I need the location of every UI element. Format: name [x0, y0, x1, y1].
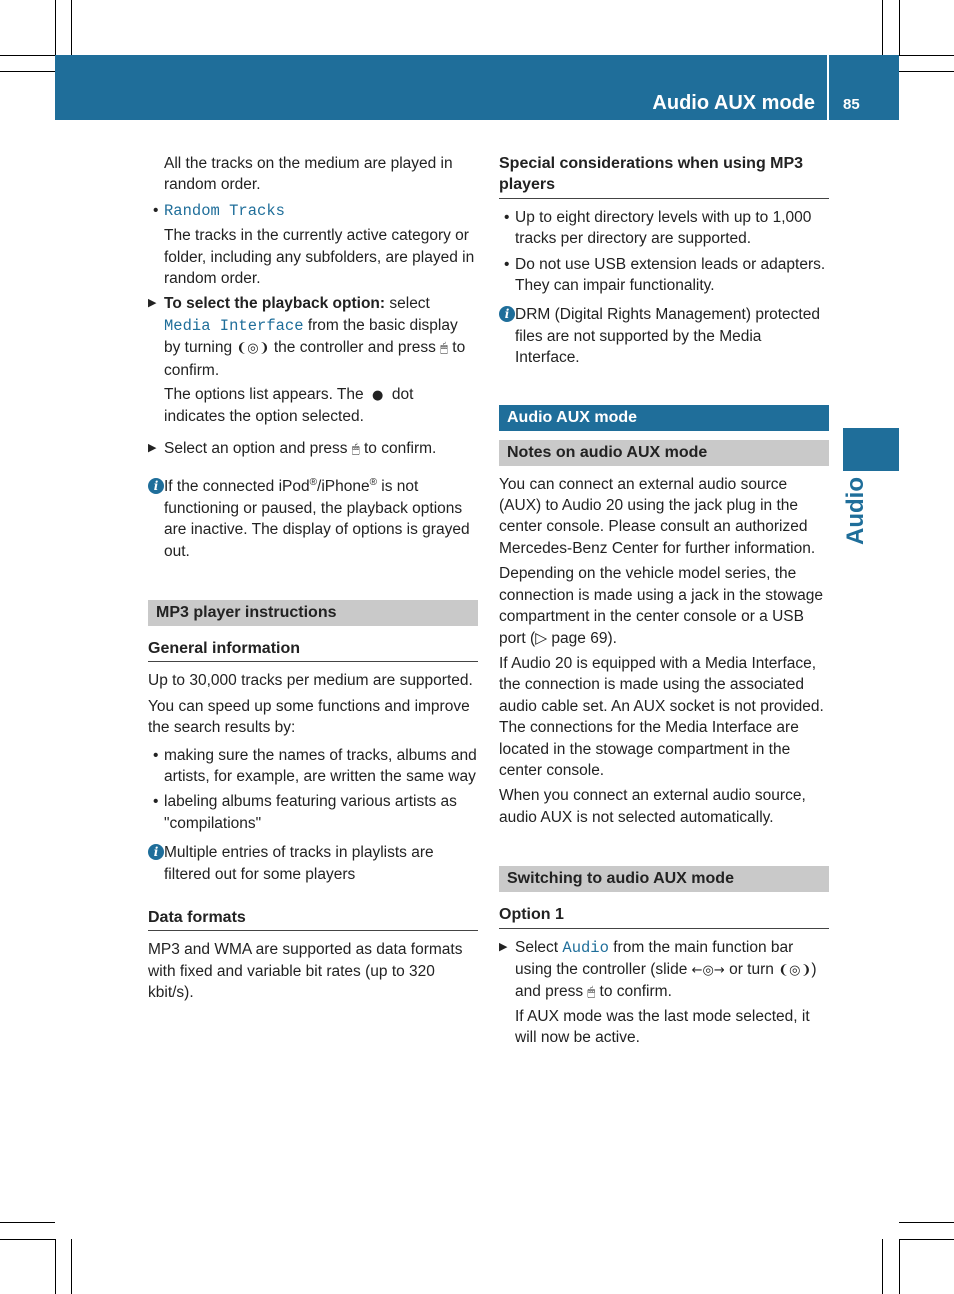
controller-press-icon: 🖱: [351, 441, 360, 457]
section-header: Audio AUX mode: [499, 405, 829, 431]
subsection-heading: Option 1: [499, 904, 829, 928]
instruction-step: ▶ Select Audio from the main function bar using the controller (slide ←◎→ or turn ❨◎❩) and press 🖱 to confirm.: [499, 938, 817, 1001]
crop-mark: [71, 0, 72, 55]
controller-turn-icon: ❨◎❩: [236, 341, 270, 357]
page-title: Audio AUX mode: [652, 92, 815, 114]
side-tab-label: Audio: [842, 477, 869, 545]
crop-mark: [882, 0, 883, 55]
info-note: i Multiple entries of tracks in playlists are filtered out for some players: [148, 842, 478, 885]
subsection-heading: General information: [148, 638, 478, 662]
side-tab-marker: [843, 428, 899, 471]
step-result: If AUX mode was the last mode selected, it will now be active.: [515, 1007, 810, 1047]
list-item: • Random Tracks: [153, 201, 285, 220]
crop-mark: [899, 1222, 954, 1223]
info-note: i If the connected iPod®/iPhone® is not functioning or paused, the playback options are inactive. The display of options is grayed out.: [148, 476, 478, 562]
crop-mark: [0, 1222, 55, 1223]
right-column: [499, 153, 829, 1049]
crop-mark: [899, 55, 954, 56]
controller-turn-icon: ❨◎❩: [778, 962, 812, 978]
audio-option: Audio: [562, 938, 609, 957]
subsection-heading: Data formats: [148, 907, 478, 931]
paragraph: Up to 30,000 tracks per medium are supported.: [148, 672, 473, 690]
crop-mark: [55, 1239, 56, 1294]
paragraph: You can connect an external audio source (AUX) to Audio 20 using the jack plug in the center console. Please consult an authorized Mercedes-Benz Center for further information.: [499, 475, 816, 557]
step-result: The options list appears. The ● dot indicates the option selected.: [164, 386, 414, 426]
page-header: [55, 55, 899, 120]
crop-mark: [55, 0, 56, 55]
paragraph: Depending on the vehicle model series, the connection is made using a jack in the stowage compartment in the center console or a USB port (▷ page 69).: [499, 565, 823, 647]
instruction-step: ▶ To select the playback option: select Media Interface from the basic display by turning ❨◎❩ the controller and press 🖱 to confirm.: [148, 295, 466, 379]
section-header: MP3 player instructions: [148, 600, 478, 626]
info-note: i DRM (Digital Rights Management) protected files are not supported by the Media Interface.: [499, 304, 829, 368]
triangle-bullet-icon: ▶: [499, 940, 508, 953]
random-tracks-text: The tracks in the currently active category or folder, including any subfolders, are played in random order.: [164, 227, 475, 288]
crop-mark: [899, 1239, 954, 1240]
crop-mark: [882, 1239, 883, 1294]
intro-text: All the tracks on the medium are played in random order.: [164, 155, 453, 194]
crop-mark: [0, 55, 55, 56]
triangle-bullet-icon: ▶: [148, 441, 157, 454]
paragraph: When you connect an external audio source, audio AUX is not selected automatically.: [499, 787, 806, 826]
subsection-heading: Special considerations when using MP3 players: [499, 153, 829, 199]
section-header: Notes on audio AUX mode: [499, 440, 829, 466]
list-item: • Do not use USB extension leads or adapters. They can impair functionality.: [504, 255, 826, 295]
paragraph: MP3 and WMA are supported as data formats with fixed and variable bit rates (up to 320 kbit/s).: [148, 941, 463, 1002]
media-interface-option: Media Interface: [164, 316, 304, 335]
paragraph: You can speed up some functions and improve the search results by:: [148, 697, 470, 737]
list-item: • Up to eight directory levels with up to 1,000 tracks per directory are supported.: [504, 208, 812, 248]
section-header: Switching to audio AUX mode: [499, 866, 829, 892]
page-reference-link[interactable]: ▷ page 69: [535, 629, 608, 647]
header-divider: [827, 55, 829, 120]
info-icon: i: [499, 306, 515, 322]
crop-mark: [71, 1239, 72, 1294]
paragraph: If Audio 20 is equipped with a Media Interface, the connection is made using the associated audio cable set. An AUX socket is not provided. The connections for the Media Interface are located in the stowage compartment in the center console.: [499, 654, 824, 779]
list-item: • making sure the names of tracks, albums and artists, for example, are written the same way: [153, 746, 477, 785]
controller-slide-icon: ←◎→: [691, 962, 725, 978]
info-icon: i: [148, 478, 164, 494]
crop-mark: [0, 1239, 55, 1240]
random-tracks-option: Random Tracks: [164, 201, 285, 220]
triangle-bullet-icon: ▶: [148, 297, 157, 310]
info-icon: i: [148, 844, 164, 860]
dot-indicator-icon: ●: [367, 388, 388, 404]
crop-mark: [899, 1239, 900, 1294]
crop-mark: [899, 0, 900, 55]
list-item: • labeling albums featuring various artists as "compilations": [153, 793, 457, 832]
crop-mark: [0, 71, 55, 72]
page-number: 85: [843, 96, 860, 113]
instruction-step: ▶ Select an option and press 🖱 to confirm.: [148, 438, 478, 460]
crop-mark: [899, 71, 954, 72]
controller-press-icon: 🖱: [440, 341, 448, 357]
controller-press-icon: 🖱: [587, 985, 596, 1001]
left-column: [148, 153, 478, 1004]
